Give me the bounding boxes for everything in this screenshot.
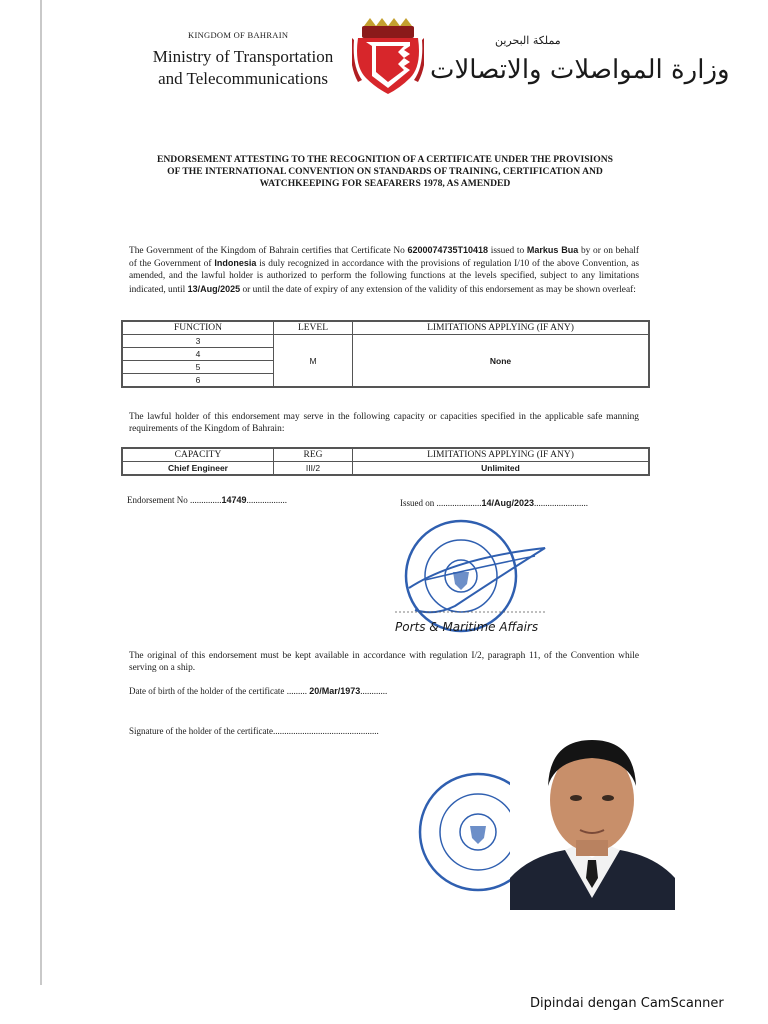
reg-cell: III/2 xyxy=(274,462,353,476)
function-cell: 5 xyxy=(122,361,274,374)
signature-line: Signature of the holder of the certificate............................................... xyxy=(129,726,379,736)
intro-text-3: by or on behalf of the Government of xyxy=(129,246,639,270)
capacity-limitations-header: LIMITATIONS APPLYING (IF ANY) xyxy=(353,448,650,462)
arabic-kingdom-label: مملكة البحرين xyxy=(495,34,561,47)
capacity-intro: The lawful holder of this endorsement may serve in the following capacity or capacities specified in the applicable safe manning requirements of the Kingdom of Bahrain: xyxy=(129,412,639,435)
issued-on-line: Issued on ....................14/Aug/2023........................ xyxy=(400,498,589,508)
intro-text-5: or until the date of expiry of any extension of the validity of this endorsement as may be shown overleaf: xyxy=(240,284,636,295)
holder-photo xyxy=(510,728,675,910)
stamp-caption: Ports & Maritime Affairs xyxy=(395,620,539,634)
issued-label: Issued on xyxy=(400,498,435,508)
capacity-table xyxy=(121,447,650,476)
bahrain-emblem-icon xyxy=(352,16,424,98)
capacity-cell: Chief Engineer xyxy=(122,462,274,476)
ministry-line1: Ministry of Transportation xyxy=(152,47,334,66)
function-cell: 3 xyxy=(122,335,274,348)
intro-text-1: The Government of the Kingdom of Bahrain certifies that Certificate No xyxy=(129,246,408,256)
functions-table xyxy=(121,320,650,388)
ministry-line2: and Telecommunications xyxy=(158,69,328,88)
limitations-header: LIMITATIONS APPLYING (IF ANY) xyxy=(353,321,650,335)
endorsement-number-line: Endorsement No ..............14749.................. xyxy=(127,495,288,505)
capacity-header: CAPACITY xyxy=(122,448,274,462)
endorsement-number: 14749 xyxy=(221,495,247,505)
arabic-ministry-name: وزارة المواصلات والاتصالات xyxy=(430,55,730,85)
dob-value: 20/Mar/1973 xyxy=(309,686,361,696)
scan-edge xyxy=(40,0,42,985)
issued-date: 14/Aug/2023 xyxy=(481,498,535,508)
endorsement-title: ENDORSEMENT ATTESTING TO THE RECOGNITION OF A CERTIFICATE UNDER THE PROVISIONS OF THE INTERNATIONAL CONVENTION ON STANDARDS OF TRAINING, CERTIFICATION AND WATCHKEEPING FOR SEAFARERS 1978, AS AMENDED xyxy=(156,154,613,189)
dob-label: Date of birth of the holder of the certificate xyxy=(129,686,285,696)
certificate-number: 6200074735T10418 xyxy=(407,245,489,255)
dob-line: Date of birth of the holder of the certificate ......... 20/Mar/1973............ xyxy=(129,686,388,696)
kingdom-label: KINGDOM OF BAHRAIN xyxy=(188,30,289,40)
valid-until-date: 13/Aug/2025 xyxy=(187,283,241,294)
level-cell: M xyxy=(274,335,353,388)
scanner-watermark: Dipindai dengan CamScanner xyxy=(530,996,724,1011)
reg-header: REG xyxy=(274,448,353,462)
original-note: The original of this endorsement must be kept available in accordance with regulation I/2, paragraph 11, of the Convention while serving on a ship. xyxy=(129,651,639,674)
holder-name: Markus Bua xyxy=(526,245,579,255)
signature-label: Signature of the holder of the certificate xyxy=(129,726,273,736)
capacity-limitations-cell: Unlimited xyxy=(353,462,650,476)
intro-text-4: is duly recognized in accordance with the provisions of regulation I/10 of the above Convention, as amended, and the lawful holder is authorized to perform the following functions at the levels specified, subject to any limitations indicated, until xyxy=(129,259,640,295)
level-header: LEVEL xyxy=(274,321,353,335)
function-cell: 4 xyxy=(122,348,274,361)
issuing-country: Indonesia xyxy=(214,258,257,269)
endorsement-label: Endorsement No xyxy=(127,495,188,505)
ministry-name xyxy=(143,46,343,90)
intro-paragraph xyxy=(129,244,639,296)
function-cell: 6 xyxy=(122,374,274,388)
function-limitations-cell: None xyxy=(353,335,650,388)
function-header: FUNCTION xyxy=(122,321,274,335)
intro-text-2: issued to xyxy=(488,246,527,256)
